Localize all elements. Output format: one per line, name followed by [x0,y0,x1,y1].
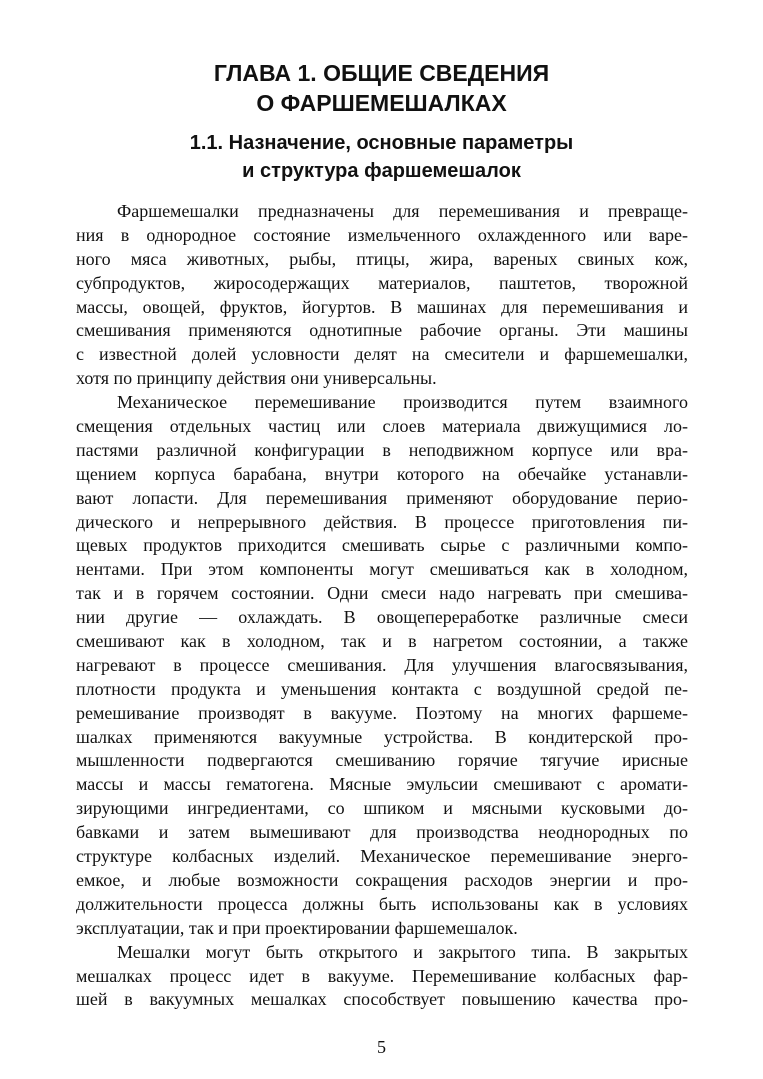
text-line: плотности продукта и уменьшения контакта с воздушной средой пе- [76,678,688,699]
text-line: массы и массы гематогена. Мясные эмульсии смешивают с аромати- [76,774,688,795]
text-line: дического и непрерывного действия. В процессе приготовления пи- [76,511,688,532]
paragraph-3 [76,941,688,1013]
text-line: шей в вакуумных мешалках способствует повышению качества про- [76,989,688,1010]
text-line: смешивания применяются однотипные рабочие органы. Эти машины [76,320,688,341]
text-line: бавками и затем вымешивают для производства неоднородных по [76,822,688,843]
text-line: массы, овощей, фруктов, йогуртов. В машинах для перемешивания и [76,296,688,317]
text-line: эксплуатации, так и при проектировании фаршемешалок. [76,917,518,938]
text-line: должительности процесса должны быть использованы как в условиях [76,893,688,914]
text-line: Мешалки могут быть открытого и закрытого типа. В закрытых [117,941,688,962]
section-title-line: и структура фаршемешалок [242,160,521,182]
text-line: Механическое перемешивание производится путем взаимного [117,392,688,413]
text-line: шалках применяются вакуумные устройства. В кондитерской про- [76,726,688,747]
text-line: смешивают как в холодном, так и в нагретом состоянии, а также [76,631,688,652]
text-line: нии другие — охлаждать. В овощепереработке различные смеси [76,607,688,628]
text-line: щением корпуса барабана, внутри которого на обечайке устанавли- [76,463,688,484]
paragraph-2 [76,391,688,940]
text-line: щевых продуктов приходится смешивать сырье с различными компо- [76,535,688,556]
chapter-title [0,58,763,118]
text-line: субпродуктов, жиросодержащих материалов, паштетов, творожной [76,272,688,293]
chapter-title-line: О ФАРШЕМЕШАЛКАХ [256,90,507,116]
body-text [76,200,688,1012]
chapter-title-line: ГЛАВА 1. ОБЩИЕ СВЕДЕНИЯ [213,60,550,86]
section-title-line: 1.1. Назначение, основные параметры [189,132,574,154]
text-line: смещения отдельных частиц или слоев материала движущимися ло- [76,416,688,437]
text-line: мешалках процесс идет в вакууме. Перемешивание колбасных фар- [76,965,688,986]
paragraph-1 [76,200,688,391]
text-line: емкое, и любые возможности сокращения расходов энергии и про- [76,869,688,890]
text-line: Фаршемешалки предназначены для перемешивания и превраще- [117,201,688,221]
text-line: с известной долей условности делят на смесители и фаршемешалки, [76,344,688,365]
page-number: 5 [377,1037,386,1057]
text-line: ного мяса животных, рыбы, птицы, жира, вареных свиных кож, [76,248,688,269]
text-line: мышленности подвергаются смешиванию горячие тягучие ирисные [76,750,688,771]
text-line: пастями различной конфигурации в неподвижном корпусе или вра- [76,439,688,460]
text-line: зирующими ингредиентами, со шпиком и мясными кусковыми до- [76,798,688,819]
text-line: ния в однородное состояние измельченного охлажденного или варе- [76,224,688,245]
text-line: нентами. При этом компоненты могут смешиваться как в холодном, [76,559,688,580]
text-line: хотя по принципу действия они универсальны. [76,368,437,389]
text-line: ремешивание производят в вакууме. Поэтому на многих фаршеме- [76,702,688,723]
text-line: так и в горячем состоянии. Одни смеси надо нагревать при смешива- [76,583,688,604]
text-line: вают лопасти. Для перемешивания применяют оборудование перио- [76,487,688,508]
text-line: структуре колбасных изделий. Механическое перемешивание энерго- [76,846,688,867]
text-line: нагревают в процессе смешивания. Для улучшения влагосвязывания, [76,654,688,675]
section-title [0,129,763,185]
